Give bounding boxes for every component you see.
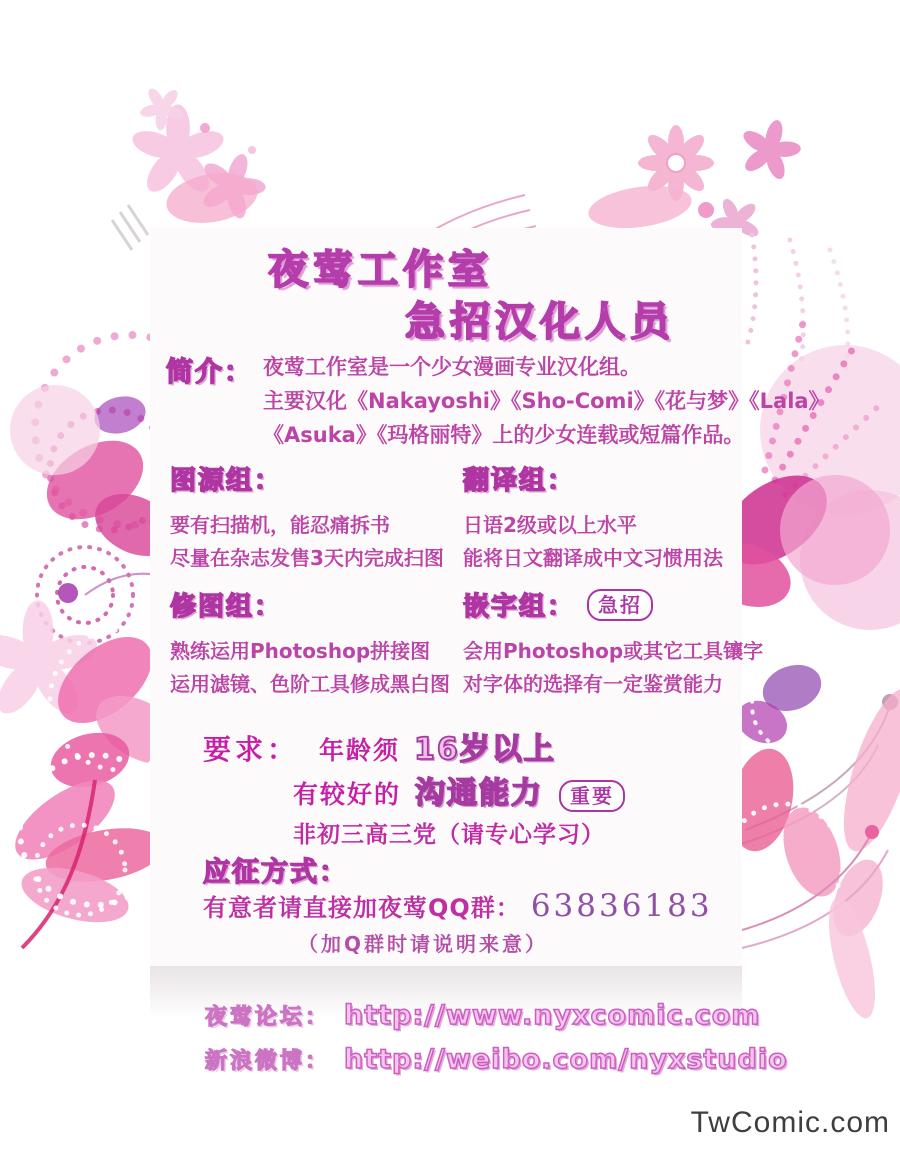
qq-group-label: 有意者请直接加夜莺QQ群：: [203, 894, 521, 922]
requirements-label: 要求：: [203, 733, 300, 766]
forum-url: http://www.nyxcomic.com: [344, 1000, 761, 1031]
weibo-url: http://weibo.com/nyxstudio: [344, 1044, 788, 1075]
apply-qq-line: [203, 888, 713, 924]
group-translation: [463, 460, 723, 575]
communication-highlight: 沟通能力: [415, 776, 544, 811]
group-translation-header: 翻译组：: [463, 466, 576, 496]
group-translation-req: 能将日文翻译成中文习惯用法: [463, 546, 723, 570]
intro-line: 主要汉化《Nakayoshi》《Sho-Comi》《花与梦》《Lala》: [263, 389, 830, 413]
studio-title: 夜莺工作室: [268, 247, 493, 293]
qq-group-number: 63836183: [530, 888, 713, 924]
group-image-editing: [170, 586, 450, 701]
group-editing-header: 修图组：: [170, 592, 283, 622]
age-prefix: 年龄须: [319, 736, 401, 765]
forum-label: 夜莺论坛：: [205, 1005, 331, 1030]
important-badge: 重要: [559, 780, 625, 812]
intro-line: 《Asuka》《玛格丽特》上的少女连载或短篇作品。: [263, 423, 745, 447]
requirements-line-communication: [293, 768, 625, 812]
site-watermark: TwComic.com: [690, 1106, 890, 1139]
intro-label: 简介：: [166, 357, 253, 388]
intro-line: 夜莺工作室是一个少女漫画专业汉化组。: [263, 355, 641, 379]
apply-note: （加Q群时请说明来意）: [298, 932, 549, 956]
weibo-label: 新浪微博：: [205, 1049, 331, 1074]
group-translation-req: 日语2级或以上水平: [463, 513, 637, 537]
group-typesetting-req: 会用Photoshop或其它工具镶字: [463, 639, 764, 663]
requirements-line-students: 非初三高三党（请专心学习）: [293, 822, 605, 848]
group-typesetting: [463, 586, 763, 701]
group-editing-req: 熟练运用Photoshop拼接图: [170, 639, 431, 663]
group-scan-req: 要有扫描机，能忍痛拆书: [170, 513, 390, 537]
age-highlight: 16岁以上: [414, 732, 556, 767]
recruiting-subtitle: 急招汉化人员: [405, 299, 675, 345]
requirements-line-age: [203, 724, 556, 768]
group-scan-source: [170, 460, 444, 575]
weibo-link-line: [205, 1044, 788, 1075]
forum-link-line: [205, 1000, 760, 1031]
group-scan-req: 尽量在杂志发售3天内完成扫图: [170, 546, 444, 570]
urgent-hire-badge: 急招: [587, 589, 653, 621]
group-editing-req: 运用滤镜、色阶工具修成黑白图: [170, 672, 450, 696]
apply-header: 应征方式：: [203, 857, 348, 888]
group-typesetting-header: 嵌字组：: [463, 592, 576, 622]
intro-text-block: [263, 350, 830, 452]
group-scan-header: 图源组：: [170, 466, 283, 496]
group-typesetting-req: 对字体的选择有一定鉴赏能力: [463, 672, 723, 696]
communication-prefix: 有较好的: [293, 780, 402, 809]
